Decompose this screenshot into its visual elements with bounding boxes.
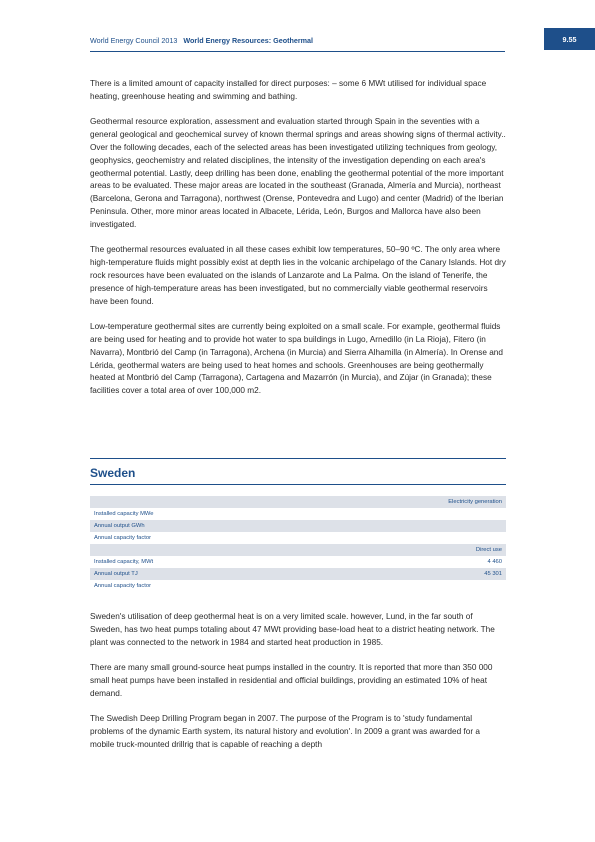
header-title: World Energy Resources: Geothermal (183, 36, 314, 45)
sweden-geothermal-table (90, 496, 506, 592)
table-cell-value (307, 532, 506, 544)
paragraph: The Swedish Deep Drilling Program began in 2007. The purpose of the Program is to 'study fundamental problems of the dynamic Earth system, its natural history and evolution'. In 2009 a grant was awarded for a mobile truck-mounted drillrig that is capable of reaching a depth (90, 714, 480, 749)
table-cell-label: Annual capacity factor (94, 583, 152, 589)
table-cell-value: Electricity generation (307, 496, 506, 508)
paragraph: Sweden's utilisation of deep geothermal heat is on a very limited scale. however, Lund, in the far south of Sweden, has two heat pumps totaling about 47 MWt providing base-load heat to a district heating network. The plant was connected to the network in 1984 and started heat production in 1985. (90, 612, 495, 647)
paragraph: Low-temperature geothermal sites are currently being exploited on a small scale. For example, geothermal fluids are being used for heating and to provide hot water to spa buildings in Lugo, Arnedillo (in La Rioja), Fitero (in Navarra), Montbrió del Camp (in Tarragona), Archena (in Murcia) and Sierra Alhamilla (in Almería). In Orense and Lérida, geothermal waters are being used to heat homes and schools. Greenhouses are being geothermally heated at Montbrió del Camp (Tarragona), Cartagena and Mazarrón (in Murcia), and Zújar (in Granada); these facilities cover a total area of over 100,000 m2. (90, 322, 503, 396)
table-row (90, 568, 506, 580)
table-cell-label: Annual output TJ (90, 568, 307, 580)
table-row (90, 544, 506, 556)
table-row (90, 580, 506, 592)
table-cell-value (307, 508, 506, 520)
section-title: Sweden (90, 466, 136, 480)
body-text-sweden (90, 611, 506, 765)
table-row (90, 496, 506, 508)
table-row (90, 508, 506, 520)
paragraph: Geothermal resource exploration, assessment and evaluation started through Spain in the seventies with a general geological and geochemical survey of known thermal springs and areas showing signs of thermal activity.. Over the following decades, each of the selected areas has been investigated utilizing techniques from geology, geophysics, geochemistry and related disciplines, the intensity of the investigation depending on each area's geothermal potential. Lastly, deep drilling has been done, enabling the geothermal potential of the more important areas to be evaluated. These major areas are located in the southeast (Granada, Almería and Murcia), northeast (Barcelona, Gerona and Tarragona), northwest (Orense, Pontevedra and Lugo) and center (Madrid) of the Iberian Peninsula. Other, more minor areas located in Albacete, Lérida, León, Burgos and Mallorca have also been investigated. (90, 117, 506, 229)
table-cell-label (90, 496, 307, 508)
table-cell-label: Annual capacity factor (94, 535, 152, 541)
table-cell-label: Installed capacity MWe (94, 511, 154, 517)
paragraph: The geothermal resources evaluated in all these cases exhibit low temperatures, 50–90 ºC. The only area where high-temperature fluids might possibly exist at depth lies in the volcanic archipelago of the Canary Islands. Hot dry rock resources have been evaluated on the islands of Lanzarote and La Palma. On the island of Tenerife, the presence of high-temperature areas has been investigated, but no commercially viable geothermal reservoirs have been found. (90, 245, 506, 306)
header-org: World Energy Council 2013 (90, 36, 178, 45)
page-number-tab (544, 28, 595, 50)
table-cell-value: Direct use (307, 544, 506, 556)
table-cell-value (307, 580, 506, 592)
paragraph: There is a limited amount of capacity installed for direct purposes: – some 6 MWt utilised for individual space heating, greenhouse heating and swimming and bathing. (90, 79, 487, 101)
table-cell-label: Installed capacity, MWt (94, 559, 154, 565)
body-text (90, 78, 506, 411)
running-header (90, 36, 505, 50)
section-divider-top (90, 458, 506, 459)
table-row (90, 520, 506, 532)
table-cell-value (307, 520, 506, 532)
section-divider-bottom (90, 484, 506, 485)
paragraph: There are many small ground-source heat pumps installed in the country. It is reported that more than 350 000 small heat pumps have been installed in residential and official buildings, providing an estimated 10% of heat demand. (90, 663, 493, 698)
table-row (90, 532, 506, 544)
table-cell-value: 45 301 (307, 568, 506, 580)
table-cell-value: 4 460 (487, 559, 502, 565)
table-row (90, 556, 506, 568)
table-cell-label: Annual output GWh (90, 520, 307, 532)
page-number: 9.55 (562, 34, 577, 44)
header-rule (90, 51, 505, 52)
table-cell-label (90, 544, 307, 556)
